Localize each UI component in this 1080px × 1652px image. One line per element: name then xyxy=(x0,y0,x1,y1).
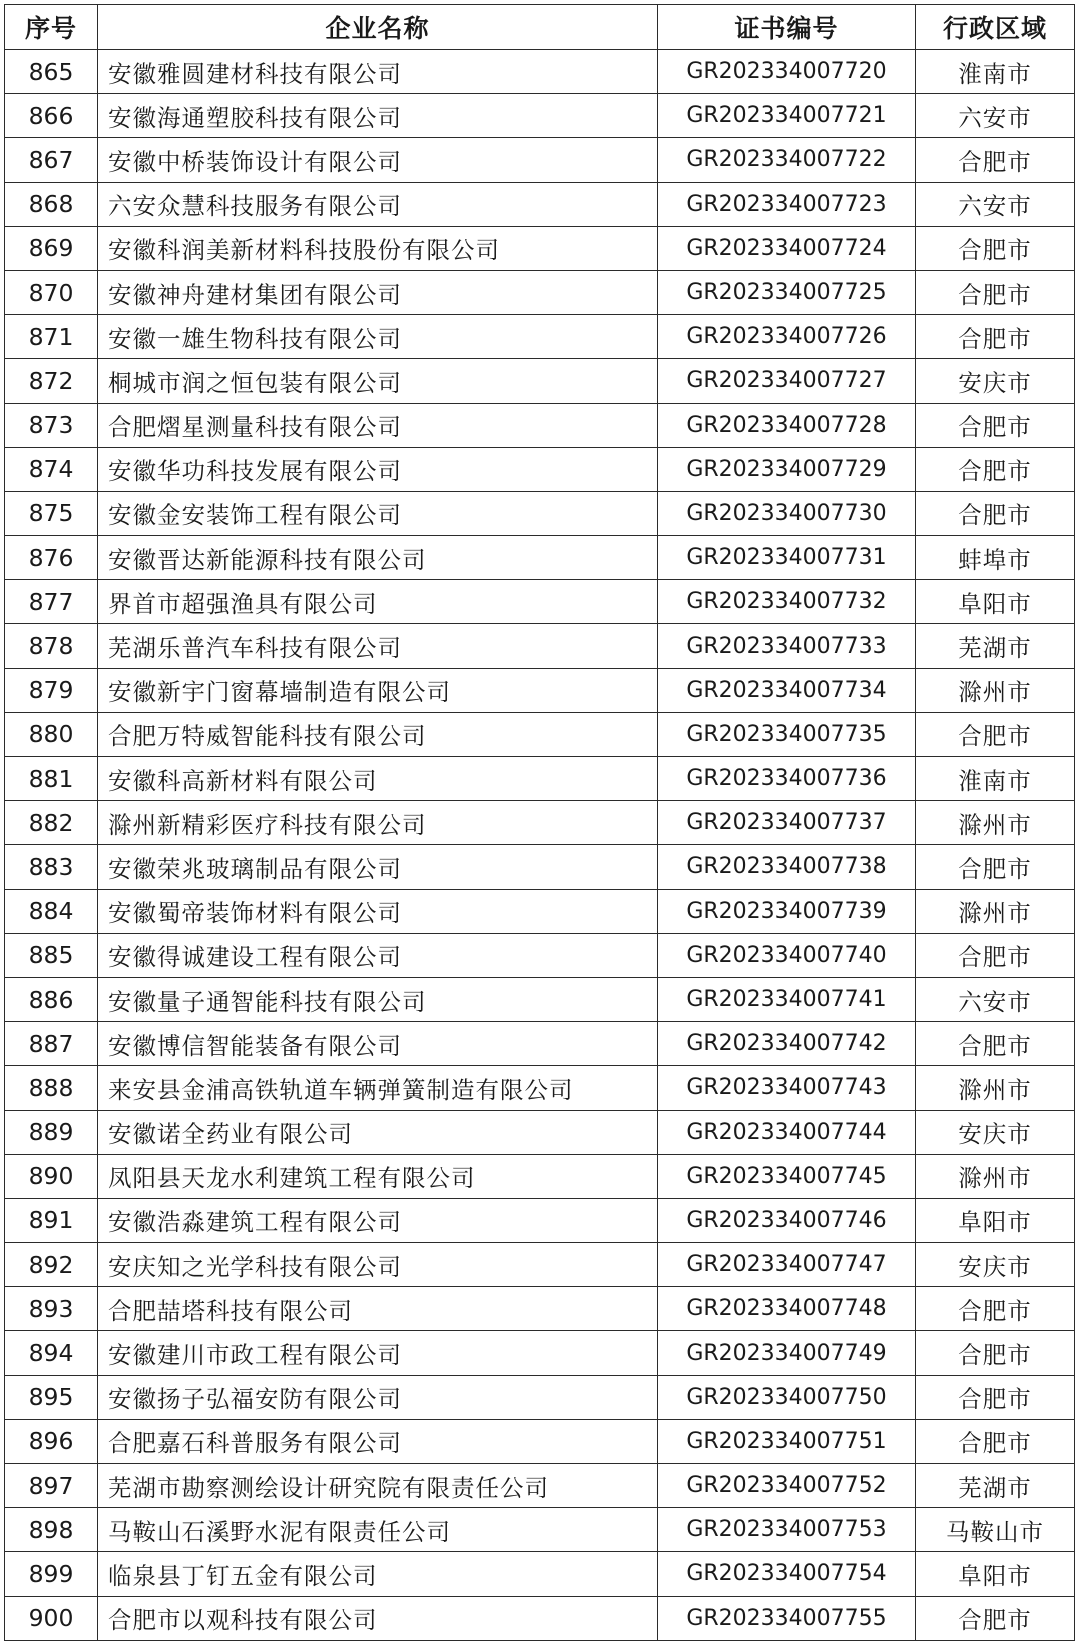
cell-certificate-number: GR202334007726 xyxy=(658,315,916,359)
cell-region: 合肥市 xyxy=(916,1287,1075,1331)
table-row xyxy=(5,94,1075,138)
cell-region: 芜湖市 xyxy=(916,1464,1075,1508)
cell-index: 882 xyxy=(5,801,98,845)
cell-company-name: 安徽中桥装饰设计有限公司 xyxy=(98,138,658,182)
cell-certificate-number: GR202334007736 xyxy=(658,757,916,801)
table-row xyxy=(5,1508,1075,1552)
table-row xyxy=(5,50,1075,94)
cell-index: 867 xyxy=(5,138,98,182)
cell-index: 891 xyxy=(5,1198,98,1242)
cell-company-name: 合肥熠星测量科技有限公司 xyxy=(98,403,658,447)
cell-company-name: 安徽新宇门窗幕墙制造有限公司 xyxy=(98,668,658,712)
enterprise-table xyxy=(4,4,1075,1641)
cell-company-name: 安徽科高新材料有限公司 xyxy=(98,757,658,801)
cell-index: 879 xyxy=(5,668,98,712)
cell-index: 875 xyxy=(5,491,98,535)
cell-index: 871 xyxy=(5,315,98,359)
cell-region: 芜湖市 xyxy=(916,624,1075,668)
cell-company-name: 安徽得诚建设工程有限公司 xyxy=(98,933,658,977)
cell-region: 合肥市 xyxy=(916,226,1075,270)
cell-region: 合肥市 xyxy=(916,1596,1075,1640)
cell-company-name: 安徽晋达新能源科技有限公司 xyxy=(98,536,658,580)
table-row xyxy=(5,1198,1075,1242)
table-row xyxy=(5,1066,1075,1110)
cell-company-name: 安徽荣兆玻璃制品有限公司 xyxy=(98,845,658,889)
table-row xyxy=(5,359,1075,403)
cell-index: 873 xyxy=(5,403,98,447)
cell-certificate-number: GR202334007731 xyxy=(658,536,916,580)
column-header-region: 行政区域 xyxy=(916,5,1075,50)
cell-index: 885 xyxy=(5,933,98,977)
cell-region: 淮南市 xyxy=(916,757,1075,801)
cell-company-name: 六安众慧科技服务有限公司 xyxy=(98,182,658,226)
cell-company-name: 安徽蜀帝装饰材料有限公司 xyxy=(98,889,658,933)
cell-certificate-number: GR202334007746 xyxy=(658,1198,916,1242)
table-header-row xyxy=(5,5,1075,50)
cell-company-name: 桐城市润之恒包装有限公司 xyxy=(98,359,658,403)
cell-index: 868 xyxy=(5,182,98,226)
cell-certificate-number: GR202334007722 xyxy=(658,138,916,182)
table-row xyxy=(5,712,1075,756)
table-row xyxy=(5,845,1075,889)
cell-region: 蚌埠市 xyxy=(916,536,1075,580)
table-row xyxy=(5,138,1075,182)
cell-certificate-number: GR202334007732 xyxy=(658,580,916,624)
cell-certificate-number: GR202334007753 xyxy=(658,1508,916,1552)
table-row xyxy=(5,403,1075,447)
column-header-certificate: 证书编号 xyxy=(658,5,916,50)
cell-company-name: 合肥市以观科技有限公司 xyxy=(98,1596,658,1640)
table-row xyxy=(5,757,1075,801)
table-row xyxy=(5,580,1075,624)
cell-region: 合肥市 xyxy=(916,933,1075,977)
cell-company-name: 安徽建川市政工程有限公司 xyxy=(98,1331,658,1375)
cell-region: 滁州市 xyxy=(916,801,1075,845)
cell-certificate-number: GR202334007734 xyxy=(658,668,916,712)
cell-index: 874 xyxy=(5,447,98,491)
cell-index: 889 xyxy=(5,1110,98,1154)
table-row xyxy=(5,801,1075,845)
cell-company-name: 合肥万特威智能科技有限公司 xyxy=(98,712,658,756)
cell-company-name: 安徽雅圆建材科技有限公司 xyxy=(98,50,658,94)
column-header-company: 企业名称 xyxy=(98,5,658,50)
cell-company-name: 安徽一雄生物科技有限公司 xyxy=(98,315,658,359)
cell-region: 滁州市 xyxy=(916,1154,1075,1198)
cell-certificate-number: GR202334007730 xyxy=(658,491,916,535)
cell-index: 886 xyxy=(5,977,98,1021)
cell-index: 893 xyxy=(5,1287,98,1331)
cell-company-name: 凤阳县天龙水利建筑工程有限公司 xyxy=(98,1154,658,1198)
table-row xyxy=(5,1464,1075,1508)
cell-index: 898 xyxy=(5,1508,98,1552)
cell-certificate-number: GR202334007739 xyxy=(658,889,916,933)
cell-certificate-number: GR202334007748 xyxy=(658,1287,916,1331)
cell-certificate-number: GR202334007733 xyxy=(658,624,916,668)
cell-index: 888 xyxy=(5,1066,98,1110)
table-row xyxy=(5,1022,1075,1066)
table-row xyxy=(5,1154,1075,1198)
cell-certificate-number: GR202334007721 xyxy=(658,94,916,138)
table-row xyxy=(5,624,1075,668)
table-row xyxy=(5,447,1075,491)
cell-index: 892 xyxy=(5,1243,98,1287)
cell-index: 887 xyxy=(5,1022,98,1066)
cell-certificate-number: GR202334007723 xyxy=(658,182,916,226)
cell-index: 876 xyxy=(5,536,98,580)
cell-certificate-number: GR202334007728 xyxy=(658,403,916,447)
cell-certificate-number: GR202334007742 xyxy=(658,1022,916,1066)
cell-company-name: 芜湖乐普汽车科技有限公司 xyxy=(98,624,658,668)
cell-index: 877 xyxy=(5,580,98,624)
cell-index: 897 xyxy=(5,1464,98,1508)
cell-region: 安庆市 xyxy=(916,1243,1075,1287)
cell-company-name: 安徽海通塑胶科技有限公司 xyxy=(98,94,658,138)
cell-region: 六安市 xyxy=(916,182,1075,226)
cell-index: 883 xyxy=(5,845,98,889)
table-row xyxy=(5,933,1075,977)
cell-index: 872 xyxy=(5,359,98,403)
cell-certificate-number: GR202334007743 xyxy=(658,1066,916,1110)
cell-region: 合肥市 xyxy=(916,712,1075,756)
cell-certificate-number: GR202334007755 xyxy=(658,1596,916,1640)
cell-region: 合肥市 xyxy=(916,447,1075,491)
cell-certificate-number: GR202334007745 xyxy=(658,1154,916,1198)
cell-company-name: 芜湖市勘察测绘设计研究院有限责任公司 xyxy=(98,1464,658,1508)
cell-region: 合肥市 xyxy=(916,1419,1075,1463)
cell-certificate-number: GR202334007735 xyxy=(658,712,916,756)
table-row xyxy=(5,270,1075,314)
cell-company-name: 来安县金浦高铁轨道车辆弹簧制造有限公司 xyxy=(98,1066,658,1110)
cell-company-name: 安徽华功科技发展有限公司 xyxy=(98,447,658,491)
cell-region: 六安市 xyxy=(916,977,1075,1021)
cell-index: 900 xyxy=(5,1596,98,1640)
cell-region: 合肥市 xyxy=(916,315,1075,359)
cell-region: 滁州市 xyxy=(916,668,1075,712)
table-row xyxy=(5,1552,1075,1596)
cell-region: 阜阳市 xyxy=(916,1198,1075,1242)
table-row xyxy=(5,315,1075,359)
table-row xyxy=(5,182,1075,226)
cell-company-name: 安徽量子通智能科技有限公司 xyxy=(98,977,658,1021)
cell-company-name: 安徽科润美新材料科技股份有限公司 xyxy=(98,226,658,270)
cell-company-name: 临泉县丁钉五金有限公司 xyxy=(98,1552,658,1596)
cell-certificate-number: GR202334007741 xyxy=(658,977,916,1021)
cell-certificate-number: GR202334007744 xyxy=(658,1110,916,1154)
cell-company-name: 安徽金安装饰工程有限公司 xyxy=(98,491,658,535)
cell-region: 阜阳市 xyxy=(916,580,1075,624)
cell-certificate-number: GR202334007725 xyxy=(658,270,916,314)
table-row xyxy=(5,1331,1075,1375)
cell-index: 880 xyxy=(5,712,98,756)
cell-index: 878 xyxy=(5,624,98,668)
cell-region: 合肥市 xyxy=(916,138,1075,182)
cell-index: 896 xyxy=(5,1419,98,1463)
table-row xyxy=(5,536,1075,580)
cell-certificate-number: GR202334007751 xyxy=(658,1419,916,1463)
table-row xyxy=(5,889,1075,933)
cell-company-name: 合肥嘉石科普服务有限公司 xyxy=(98,1419,658,1463)
cell-region: 合肥市 xyxy=(916,845,1075,889)
cell-certificate-number: GR202334007724 xyxy=(658,226,916,270)
cell-certificate-number: GR202334007752 xyxy=(658,1464,916,1508)
cell-company-name: 安徽博信智能装备有限公司 xyxy=(98,1022,658,1066)
cell-certificate-number: GR202334007729 xyxy=(658,447,916,491)
enterprise-table-container xyxy=(4,4,1074,1641)
cell-region: 合肥市 xyxy=(916,491,1075,535)
table-body xyxy=(5,50,1075,1641)
cell-region: 淮南市 xyxy=(916,50,1075,94)
table-row xyxy=(5,1243,1075,1287)
cell-index: 869 xyxy=(5,226,98,270)
cell-region: 安庆市 xyxy=(916,1110,1075,1154)
cell-certificate-number: GR202334007737 xyxy=(658,801,916,845)
cell-certificate-number: GR202334007747 xyxy=(658,1243,916,1287)
cell-company-name: 安徽浩淼建筑工程有限公司 xyxy=(98,1198,658,1242)
cell-region: 阜阳市 xyxy=(916,1552,1075,1596)
cell-region: 合肥市 xyxy=(916,270,1075,314)
table-row xyxy=(5,491,1075,535)
cell-region: 滁州市 xyxy=(916,1066,1075,1110)
cell-region: 合肥市 xyxy=(916,403,1075,447)
cell-certificate-number: GR202334007749 xyxy=(658,1331,916,1375)
cell-company-name: 安庆知之光学科技有限公司 xyxy=(98,1243,658,1287)
cell-certificate-number: GR202334007750 xyxy=(658,1375,916,1419)
cell-region: 安庆市 xyxy=(916,359,1075,403)
cell-index: 884 xyxy=(5,889,98,933)
cell-certificate-number: GR202334007727 xyxy=(658,359,916,403)
cell-region: 合肥市 xyxy=(916,1022,1075,1066)
cell-index: 890 xyxy=(5,1154,98,1198)
cell-index: 865 xyxy=(5,50,98,94)
table-row xyxy=(5,1419,1075,1463)
cell-company-name: 界首市超强渔具有限公司 xyxy=(98,580,658,624)
cell-certificate-number: GR202334007738 xyxy=(658,845,916,889)
cell-company-name: 合肥喆塔科技有限公司 xyxy=(98,1287,658,1331)
table-row xyxy=(5,977,1075,1021)
table-row xyxy=(5,668,1075,712)
cell-certificate-number: GR202334007720 xyxy=(658,50,916,94)
table-row xyxy=(5,1596,1075,1640)
cell-region: 六安市 xyxy=(916,94,1075,138)
cell-index: 894 xyxy=(5,1331,98,1375)
table-row xyxy=(5,226,1075,270)
cell-company-name: 安徽扬子弘福安防有限公司 xyxy=(98,1375,658,1419)
cell-certificate-number: GR202334007754 xyxy=(658,1552,916,1596)
table-row xyxy=(5,1375,1075,1419)
cell-company-name: 安徽诺全药业有限公司 xyxy=(98,1110,658,1154)
cell-company-name: 安徽神舟建材集团有限公司 xyxy=(98,270,658,314)
table-row xyxy=(5,1287,1075,1331)
table-row xyxy=(5,1110,1075,1154)
cell-company-name: 马鞍山石溪野水泥有限责任公司 xyxy=(98,1508,658,1552)
cell-company-name: 滁州新精彩医疗科技有限公司 xyxy=(98,801,658,845)
cell-index: 899 xyxy=(5,1552,98,1596)
cell-region: 合肥市 xyxy=(916,1331,1075,1375)
cell-certificate-number: GR202334007740 xyxy=(658,933,916,977)
cell-index: 881 xyxy=(5,757,98,801)
column-header-index: 序号 xyxy=(5,5,98,50)
cell-index: 870 xyxy=(5,270,98,314)
cell-region: 合肥市 xyxy=(916,1375,1075,1419)
cell-index: 895 xyxy=(5,1375,98,1419)
cell-region: 滁州市 xyxy=(916,889,1075,933)
cell-region: 马鞍山市 xyxy=(916,1508,1075,1552)
cell-index: 866 xyxy=(5,94,98,138)
